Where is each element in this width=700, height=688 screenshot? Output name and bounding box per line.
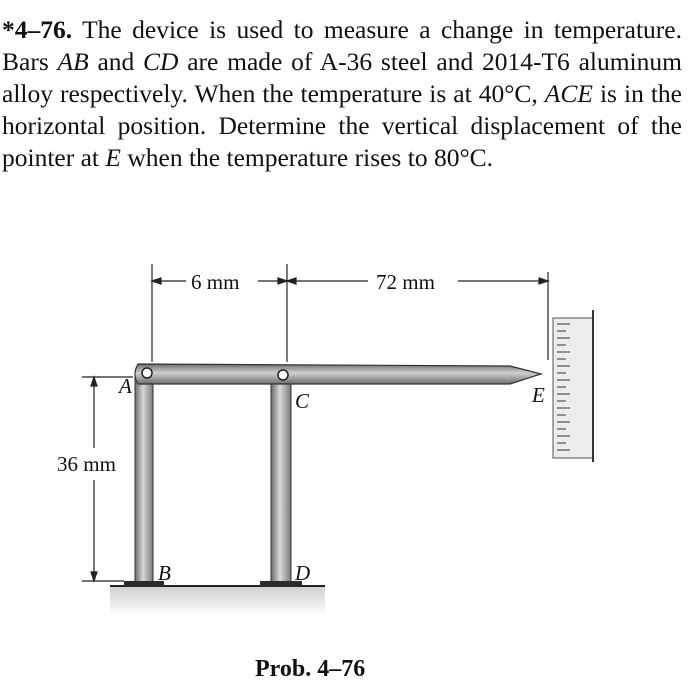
bar-ab [135,373,153,585]
bar-cd [271,373,291,585]
text-part: are made of A-36 steel and 2014-T6 aluminum alloy respectively. When the temperature is at 40°C, [2,47,682,108]
pointer-arm-ace [135,364,541,384]
dim-height-label: 36 mm [57,452,116,476]
pin-c [278,370,288,380]
point-d-label: D [295,561,311,585]
figure-caption: Prob. 4–76 [255,656,366,682]
text-part: is in the horizontal position. Determine the vertical displacement of the pointer at [2,79,682,172]
point-e-name: E [105,143,121,172]
point-a-label: A [119,374,132,398]
dimension-height [82,377,133,581]
bar-cd-name: CD [143,47,179,76]
ground-hatch [110,586,325,616]
dim-ac-label: 6 mm [191,270,240,294]
text-part: and [88,47,144,76]
point-b-label: B [158,561,171,585]
text-part: The device is used to measure a change in temperature. Bars [2,15,682,76]
point-e-label: E [532,383,545,407]
pin-a [142,368,152,378]
bar-ab-name: AB [57,47,89,76]
member-ace-name: ACE [544,79,593,108]
problem-number: *4–76. [2,15,73,44]
text-part: when the temperature rises to 80°C. [120,143,494,172]
measuring-scale [553,310,593,462]
point-c-label: C [295,389,310,413]
dim-ce-label: 72 mm [376,270,435,294]
